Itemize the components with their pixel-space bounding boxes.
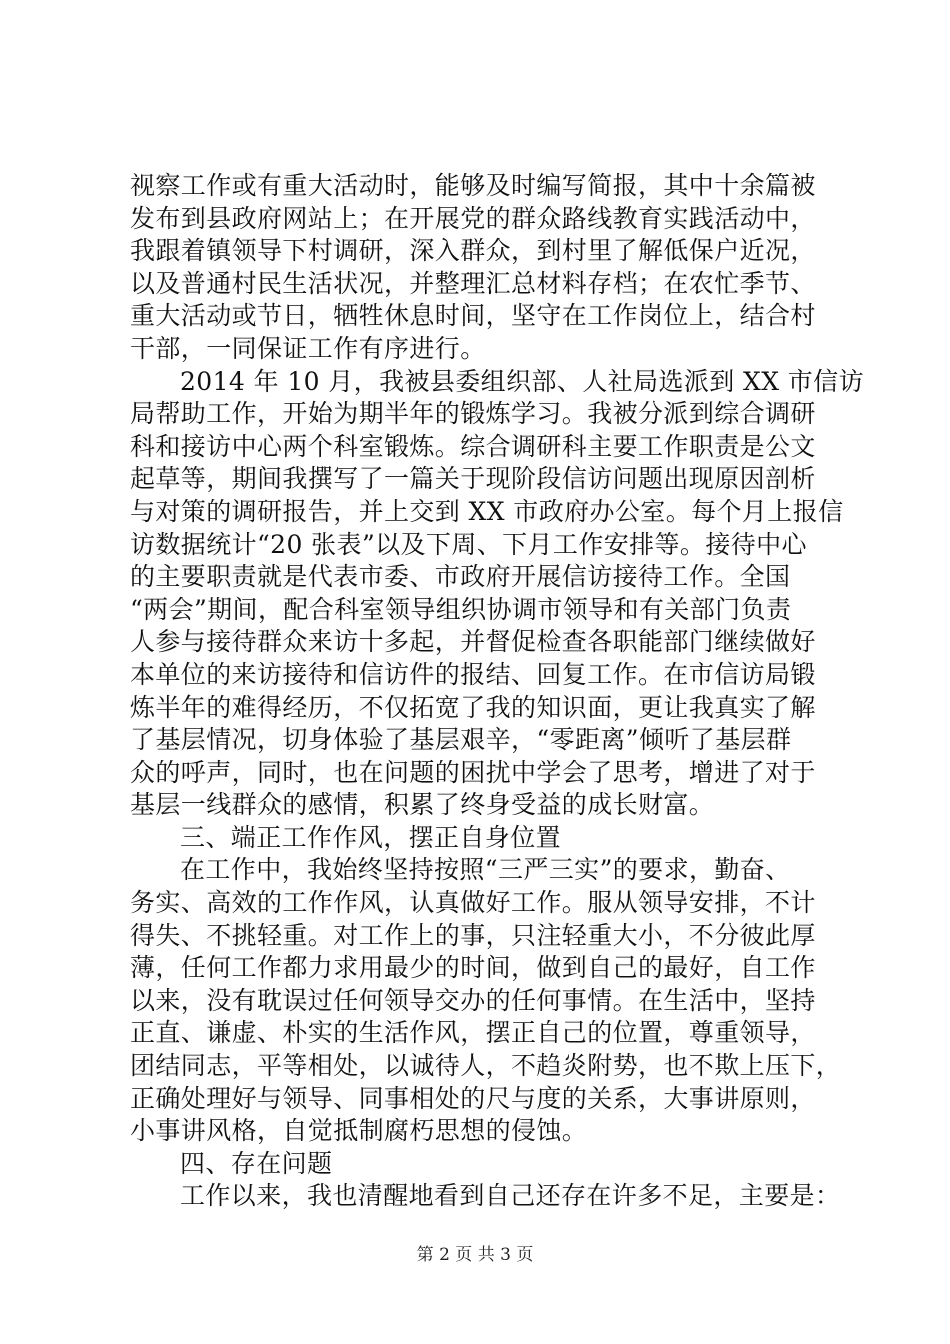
paragraph-start-line: 2014 年 10 月，我被县委组织部、人社局选派到 XX 市信访 (180, 366, 864, 396)
text-line: 务实、高效的工作作风，认真做好工作。服从领导安排，不计 (130, 888, 816, 918)
text-line: 我跟着镇领导下村调研，深入群众，到村里了解低保户近况， (130, 236, 816, 266)
text-line: 正确处理好与领导、同事相处的尺与度的关系，大事讲原则， (130, 1083, 816, 1113)
text-line: 与对策的调研报告，并上交到 XX 市政府办公室。每个月上报信 (130, 496, 844, 526)
text-line: 人参与接待群众来访十多起，并督促检查各职能部门继续做好 (130, 627, 816, 657)
paragraph-start-line: 工作以来，我也清醒地看到自己还存在许多不足，主要是： (180, 1181, 841, 1211)
text-line: 的主要职责就是代表市委、市政府开展信访接待工作。全国 (130, 562, 791, 592)
section-heading: 三、端正工作作风，摆正自身位置 (180, 822, 562, 852)
text-line: 了基层情况，切身体验了基层艰辛，“零距离”倾听了基层群 (130, 725, 792, 755)
document-body (130, 170, 864, 1213)
paragraph-start-line: 在工作中，我始终坚持按照“三严三实”的要求，勤奋、 (180, 855, 791, 885)
text-line: 以来，没有耽误过任何领导交办的任何事情。在生活中，坚持 (130, 985, 816, 1015)
text-line: 炼半年的难得经历，不仅拓宽了我的知识面，更让我真实了解 (130, 692, 816, 722)
text-line: 科和接访中心两个科室锻炼。综合调研科主要工作职责是公文 (130, 431, 816, 461)
section-heading: 四、存在问题 (180, 1148, 333, 1178)
text-line: 起草等，期间我撰写了一篇关于现阶段信访问题出现原因剖析 (130, 464, 816, 494)
text-line: 发布到县政府网站上；在开展党的群众路线教育实践活动中， (130, 203, 816, 233)
text-line: 重大活动或节日，牺牲休息时间，坚守在工作岗位上，结合村 (130, 301, 816, 331)
text-line: 众的呼声，同时，也在问题的困扰中学会了思考，增进了对于 (130, 757, 816, 787)
page-footer: 第 2 页 共 3 页 (416, 1245, 534, 1265)
text-line: 基层一线群众的感情，积累了终身受益的成长财富。 (130, 790, 715, 820)
text-line: 视察工作或有重大活动时，能够及时编写简报，其中十余篇被 (130, 171, 816, 200)
text-line: 薄，任何工作都力求用最少的时间，做到自己的最好，自工作 (130, 953, 816, 983)
text-line: 团结同志，平等相处，以诚待人，不趋炎附势，也不欺上压下， (130, 1051, 842, 1081)
text-line: 局帮助工作，开始为期半年的锻炼学习。我被分派到综合调研 (130, 399, 816, 429)
text-line: 得失、不挑轻重。对工作上的事，只注轻重大小，不分彼此厚 (130, 920, 816, 950)
text-line: “两会”期间，配合科室领导组织协调市领导和有关部门负责 (130, 594, 792, 624)
text-line: 访数据统计“20 张表”以及下周、下月工作安排等。接待中心 (130, 529, 807, 559)
text-line: 本单位的来访接待和信访件的报结、回复工作。在市信访局锻 (130, 659, 816, 689)
text-line: 小事讲风格，自觉抵制腐朽思想的侵蚀。 (130, 1116, 588, 1146)
text-line: 以及普通村民生活状况，并整理汇总材料存档；在农忙季节、 (130, 268, 816, 298)
text-line: 干部，一同保证工作有序进行。 (130, 333, 486, 363)
text-line: 正直、谦虚、朴实的生活作风，摆正自己的位置，尊重领导， (130, 1018, 816, 1048)
